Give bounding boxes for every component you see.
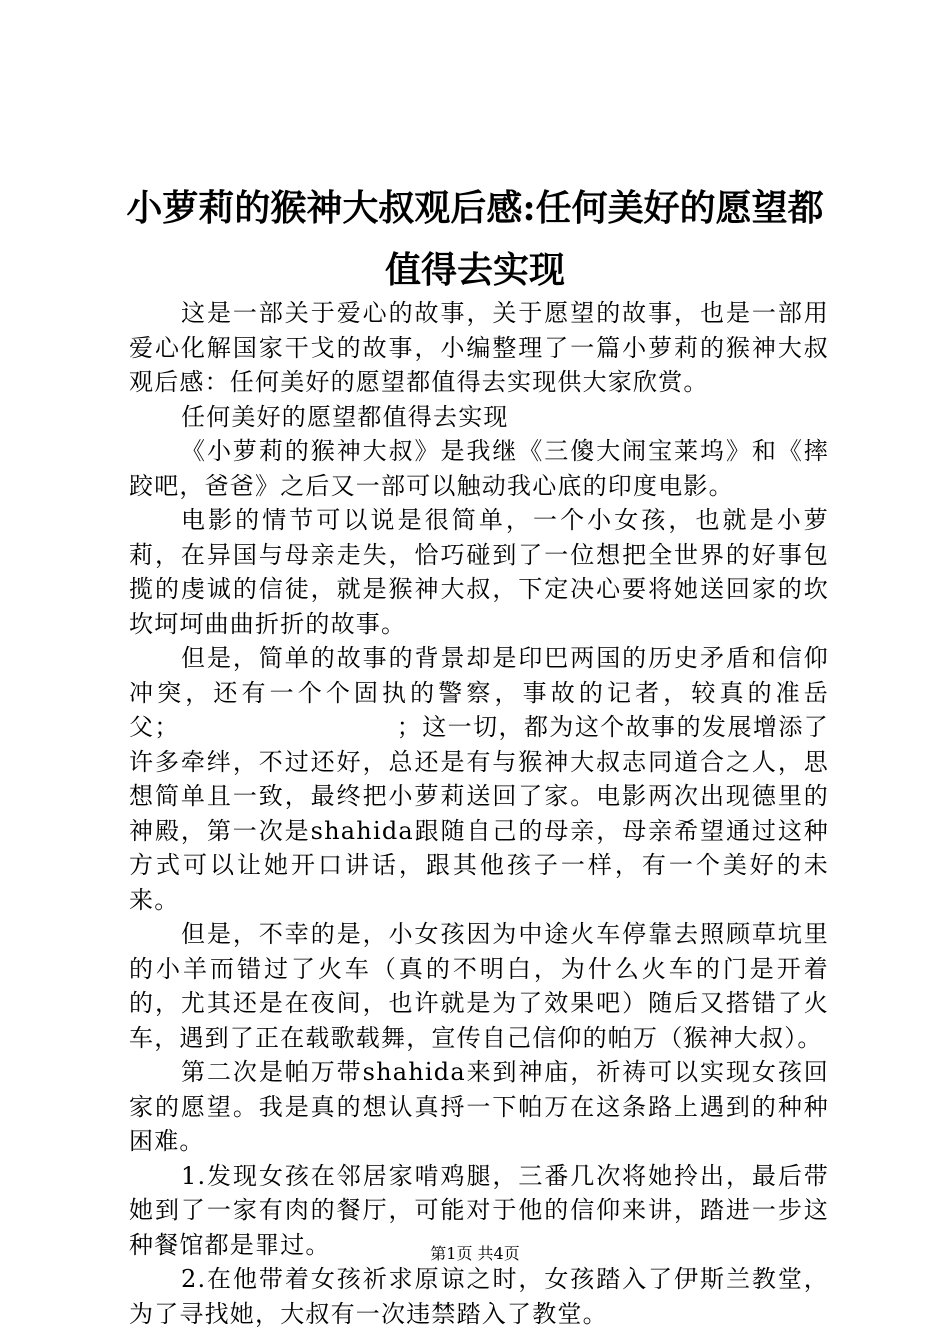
document-title-line-1: 小萝莉的猴神大叔观后感:任何美好的愿望都 [126, 187, 824, 229]
paragraph-subheading: 任何美好的愿望都值得去实现 [181, 402, 509, 431]
page-number: 第1页 共4页 [430, 1244, 520, 1263]
document-title-line-2: 值得去实现 [384, 249, 565, 291]
paragraph: 但是，简单的故事的背景却是印巴两国的历史矛盾和信仰冲突，还有一个个固执的警察，事故的记者，较真的准岳父； ；这一切，都为这个故事的发展增添了许多牵绊，不过还好，总还是有与猴神大叔志同道合之人，思想简单且一致，最终把小萝莉送回了家。电影两次出现德里的神殿，第一次是shahida跟随自己的母亲，母亲希望通过这种方式可以让她开口讲话，跟其他孩子一样，有一个美好的未来。 [129, 644, 829, 914]
paragraph-intro: 这是一部关于爱心的故事，关于愿望的故事，也是一部用爱心化解国家干戈的故事，小编整理了一篇小萝莉的猴神大叔观后感：任何美好的愿望都值得去实现供大家欣赏。 [129, 299, 829, 396]
list-item: 1.发现女孩在邻居家啃鸡腿，三番几次将她拎出，最后带她到了一家有肉的餐厅，可能对于他的信仰来讲，踏进一步这种餐馆都是罪过。 [129, 1161, 829, 1259]
paragraph: 《小萝莉的猴神大叔》是我继《三傻大闹宝莱坞》和《摔跤吧，爸爸》之后又一部可以触动我心底的印度电影。 [129, 437, 829, 500]
list-item: 2.在他带着女孩祈求原谅之时，女孩踏入了伊斯兰教堂，为了寻找她，大叔有一次违禁踏入了教堂。 [129, 1265, 829, 1328]
paragraph: 第二次是帕万带shahida来到神庙，祈祷可以实现女孩回家的愿望。我是真的想认真捋一下帕万在这条路上遇到的种种困难。 [129, 1058, 829, 1155]
document-body [129, 296, 829, 1331]
paragraph: 电影的情节可以说是很简单，一个小女孩，也就是小萝莉，在异国与母亲走失，恰巧碰到了一位想把全世界的好事包揽的虔诚的信徒，就是猴神大叔，下定决心要将她送回家的坎坎坷坷曲曲折折的故事。 [129, 506, 829, 638]
paragraph: 但是，不幸的是，小女孩因为中途火车停靠去照顾草坑里的小羊而错过了火车（真的不明白，为什么火车的门是开着的，尤其还是在夜间，也许就是为了效果吧）随后又搭错了火车，遇到了正在载歌载舞，宣传自己信仰的帕万（猴神大叔）。 [129, 920, 829, 1052]
